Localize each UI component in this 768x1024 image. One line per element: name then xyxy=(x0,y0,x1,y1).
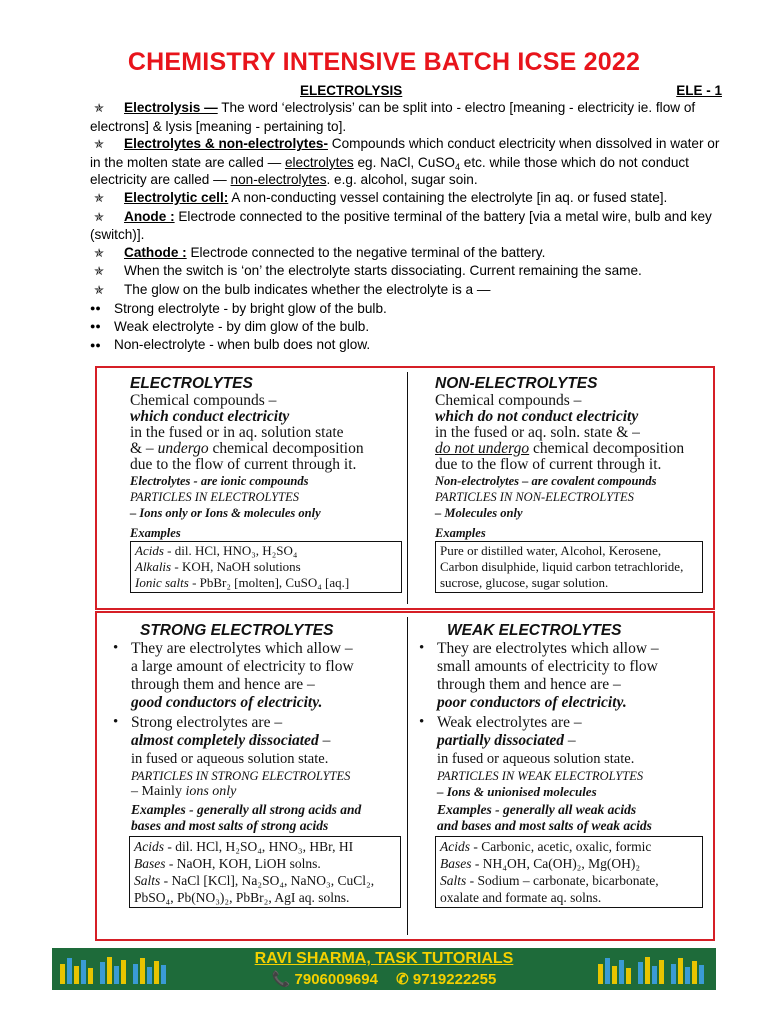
example-row xyxy=(135,575,397,591)
phone-icon: 📞 xyxy=(271,971,291,988)
bullet-weak xyxy=(90,318,724,336)
examples-box xyxy=(130,541,402,593)
line: bases and most salts of strong acids xyxy=(131,818,329,833)
examples-box xyxy=(435,836,703,908)
non-electrolytes-panel xyxy=(435,375,705,593)
line: Examples - generally all weak acids xyxy=(437,802,637,817)
text: - Sodium – carbonate, bicarbonate, xyxy=(466,873,659,888)
line: and bases and most salts of weak acids xyxy=(437,818,652,833)
star-icon: ✯ xyxy=(94,209,105,224)
note-cathode xyxy=(90,244,724,263)
weak-heading: WEAK ELECTROLYTES xyxy=(447,622,622,639)
line: which do not conduct electricity xyxy=(435,408,639,425)
text: almost completely dissociated xyxy=(131,732,319,749)
strong-electrolytes-panel xyxy=(105,622,403,908)
example-row: oxalate and formate aq. solns. xyxy=(440,890,602,905)
text: ions only xyxy=(185,784,237,799)
line xyxy=(131,784,403,800)
example-row xyxy=(440,855,698,872)
note-text: etc. while those which do not conduct electricity are called — xyxy=(90,154,689,188)
line: PARTICLES IN NON-ELECTROLYTES xyxy=(435,490,634,504)
note-electrolysis xyxy=(90,99,724,135)
electrolytes-panel xyxy=(130,375,402,593)
term-anode: Anode : xyxy=(124,208,175,224)
word-electrolytes: electrolytes xyxy=(284,154,354,170)
example-row xyxy=(135,559,397,575)
divider xyxy=(407,617,408,935)
word-non-electrolytes: non-electrolytes xyxy=(230,172,327,188)
strong-heading: STRONG ELECTROLYTES xyxy=(140,622,334,639)
label: Salts xyxy=(134,873,161,888)
example-text: Pure or distilled water, Alcohol, Kerosene, Carbon disulphide, liquid carbon tetrachloride, sucrose, glucose, sugar solution. xyxy=(440,543,684,590)
line: Electrolytes - are ionic compounds xyxy=(130,474,309,488)
line: in fused or aqueous solution state. xyxy=(437,751,635,767)
subscript: 4 xyxy=(454,161,460,172)
term-cathode: Cathode : xyxy=(124,244,187,260)
line: They are electrolytes which allow – xyxy=(131,640,353,657)
line: PARTICLES IN STRONG ELECTROLYTES xyxy=(131,769,351,783)
line: PARTICLES IN ELECTROLYTES xyxy=(130,490,300,504)
examples-label: Examples xyxy=(435,526,486,540)
text: - NaCl [KCl], Na₂SO₄, NaNO₃, CuCl₂, xyxy=(160,873,375,888)
line: through them and hence are – xyxy=(131,676,315,693)
note-electrolytes xyxy=(90,135,724,189)
example-row xyxy=(440,872,698,889)
line: good conductors of electricity. xyxy=(131,694,323,711)
note-text: Electrode connected to the negative terminal of the battery. xyxy=(186,244,546,260)
note-text: The glow on the bulb indicates whether the electrolyte is a — xyxy=(124,281,491,297)
line: Non-electrolytes – are covalent compounds xyxy=(435,474,657,488)
line xyxy=(130,441,402,457)
line: PARTICLES IN WEAK ELECTROLYTES xyxy=(437,769,644,783)
text: - KOH, NaOH solutions xyxy=(171,559,301,574)
whatsapp-icon: ✆ xyxy=(396,971,409,988)
example-row xyxy=(134,872,396,889)
line xyxy=(437,732,707,750)
bullet-icon: ●● xyxy=(90,339,101,350)
note-text: Compounds which conduct electricity when dissolved in water or in the molten state are called — xyxy=(90,136,720,170)
list-item xyxy=(411,640,707,712)
label: Alkalis xyxy=(135,559,172,574)
line: a large amount of electricity to flow xyxy=(131,658,354,675)
star-icon: ✯ xyxy=(94,264,105,279)
line: Examples - generally all strong acids and xyxy=(131,802,362,817)
examples-box xyxy=(129,836,401,908)
bullet-icon: • xyxy=(419,714,425,730)
note-text: When the switch is ‘on’ the electrolyte starts dissociating. Current remaining the same. xyxy=(124,263,642,279)
electrolytes-heading: ELECTROLYTES xyxy=(130,375,253,392)
text: - Carbonic, acetic, oxalic, formic xyxy=(470,839,652,854)
line: through them and hence are – xyxy=(437,676,621,693)
bullet-icon: ●● xyxy=(90,303,101,314)
example-row: PbSO₄, Pb(NO₃)₂, PbBr₂, AgI aq. solns. xyxy=(134,890,350,905)
line: due to the flow of current through it. xyxy=(130,456,357,473)
star-icon: ✯ xyxy=(94,190,105,205)
notes-section xyxy=(90,99,724,354)
label: Acids xyxy=(440,839,470,854)
label: Bases xyxy=(440,856,472,871)
text: – xyxy=(564,732,576,749)
line: small amounts of electricity to flow xyxy=(437,658,658,675)
list-item xyxy=(105,640,403,712)
line: – Ions only or Ions & molecules only xyxy=(130,506,321,520)
label: Bases xyxy=(134,856,166,871)
example-row xyxy=(440,838,698,855)
note-text: Strong electrolyte - by bright glow of the bulb. xyxy=(114,300,387,316)
text: chemical decomposition xyxy=(529,440,685,457)
text: undergo xyxy=(157,440,209,457)
label: Ionic salts xyxy=(135,575,189,590)
note-text: Electrode connected to the positive terminal of the battery [via a metal wire, bulb and key (switch)]. xyxy=(90,208,712,243)
particles-block xyxy=(411,768,707,834)
note-text: eg. NaCl, CuSO xyxy=(353,154,455,170)
term-electrolysis: Electrolysis — xyxy=(124,100,218,115)
line: Weak electrolytes are – xyxy=(437,714,582,731)
line: Strong electrolytes are – xyxy=(131,714,283,731)
line: poor conductors of electricity. xyxy=(437,694,627,711)
line: in fused or aqueous solution state. xyxy=(131,751,329,767)
star-icon: ✯ xyxy=(94,101,105,115)
examples-box xyxy=(435,541,703,593)
text: – xyxy=(318,732,331,749)
divider xyxy=(407,372,408,604)
example-row xyxy=(134,855,396,872)
bullet-non xyxy=(90,336,724,354)
bullet-icon: • xyxy=(113,714,119,730)
note-switch xyxy=(90,262,724,281)
bullet-icon: • xyxy=(419,640,425,656)
text: - NaOH, KOH, LiOH solns. xyxy=(165,856,321,871)
list-item xyxy=(105,714,403,768)
bullet-strong xyxy=(90,300,724,318)
contact-line xyxy=(52,970,716,988)
text: - dil. HCl, H₂SO₄, HNO₃, HBr, HI xyxy=(164,839,354,854)
line xyxy=(435,441,705,457)
line: Chemical compounds – xyxy=(130,392,277,409)
note-text: . e.g. alcohol, sugar soin. xyxy=(326,172,478,188)
topic-heading: ELECTROLYSIS xyxy=(300,83,403,98)
non-electrolytes-heading: NON-ELECTROLYTES xyxy=(435,375,598,392)
text: partially dissociated xyxy=(437,732,565,749)
line: – Molecules only xyxy=(435,506,523,520)
line: which conduct electricity xyxy=(130,408,290,425)
line: Chemical compounds – xyxy=(435,392,582,409)
note-anode xyxy=(90,208,724,244)
phone-number: 7906009694 xyxy=(294,971,378,988)
weak-electrolytes-panel xyxy=(411,622,707,908)
example-row xyxy=(134,838,396,855)
term-cell: Electrolytic cell: xyxy=(124,189,229,205)
text: - dil. HCl, HNO₃, H₂SO₄ xyxy=(163,543,298,558)
tutor-name: RAVI SHARMA, TASK TUTORIALS xyxy=(254,950,514,967)
note-cell xyxy=(90,189,724,208)
note-text: Non-electrolyte - when bulb does not glow. xyxy=(114,336,371,352)
star-icon: ✯ xyxy=(94,282,105,297)
text: – Mainly xyxy=(131,784,186,799)
star-icon: ✯ xyxy=(94,137,105,152)
text: - NH₄OH, Ca(OH)₂, Mg(OH)₂ xyxy=(471,856,641,871)
list-item xyxy=(411,714,707,768)
text: chemical decomposition xyxy=(208,440,364,457)
note-glow xyxy=(90,281,724,300)
line: in the fused or in aq. solution state xyxy=(130,424,344,441)
text: do not undergo xyxy=(435,440,530,457)
note-text: Weak electrolyte - by dim glow of the bulb. xyxy=(114,318,370,334)
star-icon: ✯ xyxy=(94,245,105,260)
sheet-code: ELE - 1 xyxy=(676,83,722,98)
bullet-icon: ●● xyxy=(90,321,101,332)
example-row xyxy=(135,543,397,559)
whatsapp-number: 9719222255 xyxy=(412,971,497,988)
label: Salts xyxy=(440,873,467,888)
bullet-icon: • xyxy=(113,640,119,656)
examples-label: Examples xyxy=(130,526,181,540)
particles-block xyxy=(105,768,403,834)
text: - PbBr₂ [molten], CuSO₄ [aq.] xyxy=(188,575,350,590)
line: in the fused or aq. soln. state & – xyxy=(435,424,640,441)
line: – Ions & unionised molecules xyxy=(437,784,597,799)
line: due to the flow of current through it. xyxy=(435,456,662,473)
label: Acids xyxy=(134,839,164,854)
page-title: CHEMISTRY INTENSIVE BATCH ICSE 2022 xyxy=(127,48,641,76)
line xyxy=(131,732,403,750)
term-electrolytes: Electrolytes & non-electrolytes- xyxy=(124,136,328,152)
note-text: The word ‘electrolysis’ can be split into - electro [meaning - electricity ie. flow of electrons] & lysis [meaning - pertaining to]. xyxy=(90,100,696,134)
note-text: A non-conducting vessel containing the electrolyte [in aq. or fused state]. xyxy=(228,189,668,205)
line: They are electrolytes which allow – xyxy=(437,640,659,657)
footer-banner xyxy=(52,948,716,990)
text: & – xyxy=(130,440,158,457)
label: Acids xyxy=(135,543,164,558)
